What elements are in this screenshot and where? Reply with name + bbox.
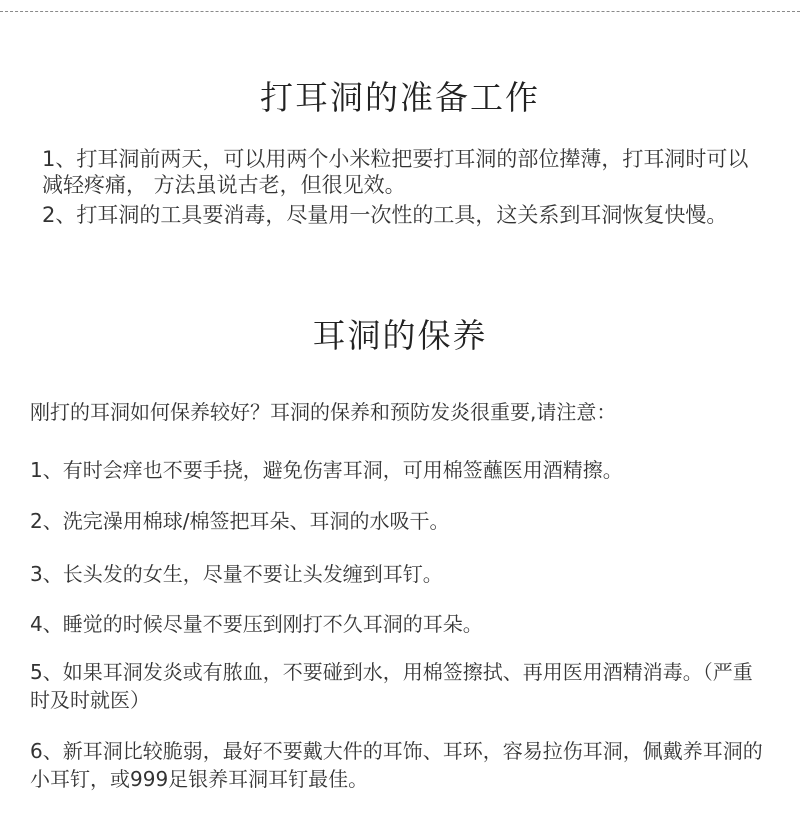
care-title: 耳洞的保养 [312,316,488,355]
care-item: 3、长头发的女生，尽量不要让头发缠到耳钉。 [30,562,443,586]
care-item: 4、睡觉的时候尽量不要压到刚打不久耳洞的耳朵。 [30,612,483,636]
top-dashed-divider [0,11,800,12]
care-item: 5、如果耳洞发炎或有脓血，不要碰到水，用棉签擦拭、再用医用酒精消毒。（严重时及时就医） [30,660,753,712]
care-item: 2、洗完澡用棉球/棉签把耳朵、耳洞的水吸干。 [30,509,450,533]
preparation-item: 2、打耳洞的工具要消毒，尽量用一次性的工具，这关系到耳洞恢复快慢。 [42,203,728,227]
preparation-title: 打耳洞的准备工作 [260,78,540,117]
care-item: 1、有时会痒也不要手挠，避免伤害耳洞，可用棉签蘸医用酒精擦。 [30,458,623,482]
care-intro: 刚打的耳洞如何保养较好？耳洞的保养和预防发炎很重要,请注意： [30,400,617,424]
preparation-item: 1、打耳洞前两天，可以用两个小米粒把要打耳洞的部位撵薄，打耳洞时可以减轻疼痛， 方法虽说古老，但很见效。 [42,147,749,197]
care-item: 6、新耳洞比较脆弱，最好不要戴大件的耳饰、耳环，容易拉伤耳洞，佩戴养耳洞的小耳钉，或999足银养耳洞耳钉最佳。 [30,739,763,791]
